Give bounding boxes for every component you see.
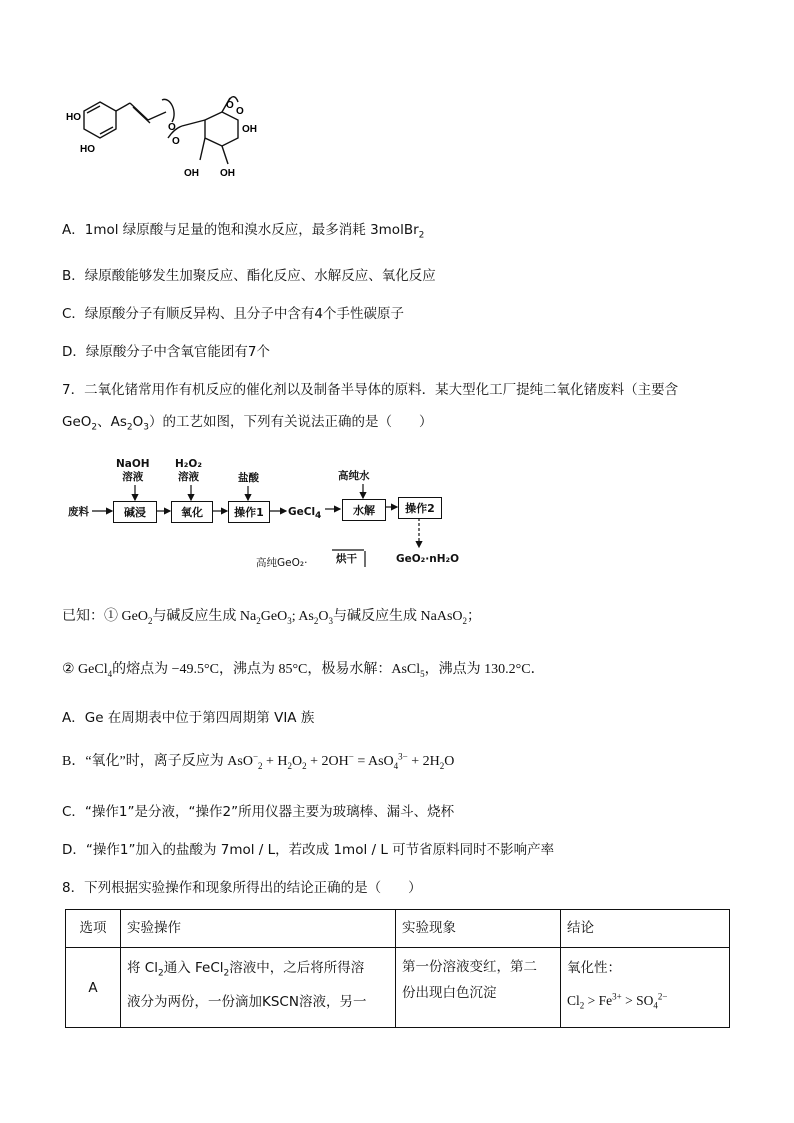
flow-final: 高纯GeO₂· xyxy=(256,557,308,569)
flow-box-oxidize: 氧化 xyxy=(171,501,213,523)
q7-known-2-b: 的熔点为 −49.5°C，沸点为 85°C，极易水解：AsCl xyxy=(112,662,421,677)
row-a-op-4: 液分为两份，一份滴加KSCN溶液，另一 xyxy=(127,993,367,1010)
mol-label-ho-2: HO xyxy=(80,144,95,155)
row-a-option: A xyxy=(66,948,121,1028)
q6-option-c: C．绿原酸分子有顺反异构、且分子中含有4个手性碳原子 xyxy=(62,306,405,322)
q7-option-b-a: B．“氧化”时，离子反应为 AsO xyxy=(62,754,253,769)
q7-stem-line2: GeO$_2$、$As_2O_3$）的工艺如图，下列有关说法正确的是（ ） xyxy=(62,414,433,433)
q7-known-1-a: 已知：① GeO xyxy=(62,609,148,624)
flow-reagent-naoh-b: 溶液 xyxy=(122,471,144,483)
mol-label-o-1: O xyxy=(168,122,176,133)
q6-option-a-sub: 2 xyxy=(418,230,425,241)
row-a-phenomenon xyxy=(396,948,561,1028)
chlorogenic-acid-structure xyxy=(60,92,270,192)
q7-option-b-e: = AsO xyxy=(353,754,394,769)
row-a-phen-1: 第一份溶液变红，第二 xyxy=(402,959,537,975)
mol-label-oh-1: OH xyxy=(242,124,257,135)
q7-option-b-c: O xyxy=(292,754,303,769)
q7-option-b-f: + 2H xyxy=(407,754,440,769)
flow-reagent-naoh-a: NaOH xyxy=(116,458,150,470)
q7-stem-as: 、As xyxy=(97,414,127,430)
table-header-phenomenon: 实验现象 xyxy=(396,910,561,948)
row-a-op-1: 将 Cl xyxy=(127,960,158,976)
q7-option-b-d: + 2OH xyxy=(306,754,349,769)
q7-stem-o: O xyxy=(132,414,144,430)
row-a-op-2: 通入 FeCl xyxy=(163,960,224,976)
q7-option-c: C．“操作1”是分液，“操作2”所用仪器主要为玻璃棒、漏斗、烧杯 xyxy=(62,804,455,820)
row-a-conc-cl: Cl xyxy=(567,992,580,1008)
q7-known-1-d: ; As xyxy=(291,609,314,624)
q7-stem-tail: ）的工艺如图，下列有关说法正确的是（ ） xyxy=(149,414,433,430)
table-row xyxy=(66,948,730,1028)
q7-option-d: D．“操作1”加入的盐酸为 7mol / L，若改成 1mol / L 可节省原料同时不影响产率 xyxy=(62,842,555,858)
row-a-operation: 将 $Cl_2$通入 FeCl$_2$溶液中，之后将所得溶 液分为两份，一份滴加KSCN溶液，另一 xyxy=(121,948,396,1028)
q7-known-1-e: O xyxy=(318,609,329,624)
flow-box-op1: 操作1 xyxy=(228,501,270,523)
mol-label-oh-2: OH xyxy=(184,168,199,179)
q7-stem-geo2: GeO xyxy=(62,414,92,430)
q6-option-a-text: A．1mol 绿原酸与足量的饱和溴水反应，最多消耗 3molBr xyxy=(62,222,419,238)
q7-option-a: A．Ge 在周期表中位于第四周期第 VIA 族 xyxy=(62,710,315,726)
q7-known-2-c: ，沸点为 130.2°C． xyxy=(424,662,545,677)
q7-known-2: ② GeCl$_4$的熔点为 −49.5°C，沸点为 85°C，极易水解：AsCl$_5$，沸点为 130.2°C． xyxy=(62,662,545,679)
q7-known-1-b: 与碱反应生成 Na xyxy=(152,609,257,624)
q7-stem-line1: 7．二氧化锗常用作有机反应的催化剂以及制备半导体的原料．某大型化工厂提纯二氧化锗废料（主要含 xyxy=(62,382,679,398)
q7-option-b: B．“氧化”时，离子反应为 $AsO^-_2 + H_2O_2 + 2OH^- = AsO_4^{3-} + 2H_2O$ xyxy=(62,751,455,771)
mol-label-o-3: O xyxy=(226,100,234,111)
experiment-table xyxy=(65,909,730,1028)
q6-option-d: D．绿原酸分子中含氧官能团有7个 xyxy=(62,344,270,360)
table-header-row xyxy=(66,910,730,948)
q7-known-2-a: ② GeCl xyxy=(62,662,108,677)
row-a-op-3: 溶液中，之后将所得溶 xyxy=(229,960,365,976)
q7-option-b-g: O xyxy=(444,754,455,769)
q7-known-1-f: 与碱反应生成 NaAsO xyxy=(333,609,463,624)
q7-known-1-c: GeO xyxy=(260,609,288,624)
q6-option-b: B．绿原酸能够发生加聚反应、酯化反应、水解反应、氧化反应 xyxy=(62,268,436,284)
row-a-conclusion xyxy=(561,948,730,1028)
q8-stem: 8．下列根据实验操作和现象所得出的结论正确的是（ ） xyxy=(62,880,422,896)
flow-box-leach: 碱浸 xyxy=(113,501,157,523)
flow-dry: 烘干 xyxy=(336,553,357,565)
flow-product: GeO₂·nH₂O xyxy=(396,553,460,565)
flow-reagent-hcl: 盐酸 xyxy=(238,472,259,484)
table-header-conclusion: 结论 xyxy=(561,910,730,948)
q7-known-1-g: ； xyxy=(467,609,482,624)
q7-option-b-b: + H xyxy=(262,754,288,769)
row-a-conc-fe: > Fe xyxy=(584,992,613,1008)
flow-gecl4-text: GeCl xyxy=(288,506,316,518)
flow-reagent-h2o2-a: H₂O₂ xyxy=(175,458,202,470)
mol-label-o-4: O xyxy=(236,106,244,117)
table-header-option: 选项 xyxy=(66,910,121,948)
mol-label-ho-1: HO xyxy=(66,112,81,123)
flow-reagent-water: 高纯水 xyxy=(338,470,370,482)
flow-box-op2: 操作2 xyxy=(398,497,442,519)
flow-arrows xyxy=(60,455,460,575)
flow-reagent-h2o2-b: 溶液 xyxy=(177,471,199,483)
q6-option-a xyxy=(62,218,424,241)
row-a-phen-2: 份出现白色沉淀 xyxy=(402,985,497,1001)
flow-box-hydrolysis: 水解 xyxy=(342,499,386,521)
table-header-operation: 实验操作 xyxy=(121,910,396,948)
row-a-conc-so: > SO xyxy=(621,992,654,1008)
row-a-conc-1: 氧化性： xyxy=(567,960,621,976)
mol-label-o-2: O xyxy=(172,136,180,147)
flow-gecl4: GeCl$_4$ xyxy=(288,506,322,522)
mol-label-oh-3: OH xyxy=(220,168,235,179)
row-a-conc-2: $Cl_2 > Fe^{3+} > SO_4^{2-}$ xyxy=(567,991,668,1011)
q7-known-1: 已知：① GeO$_2$与碱反应生成 $Na_2GeO_3$; $As_2O_3$与碱反应生成 NaAsO$_2$； xyxy=(62,609,482,626)
flow-feed: 废料 xyxy=(68,506,89,518)
